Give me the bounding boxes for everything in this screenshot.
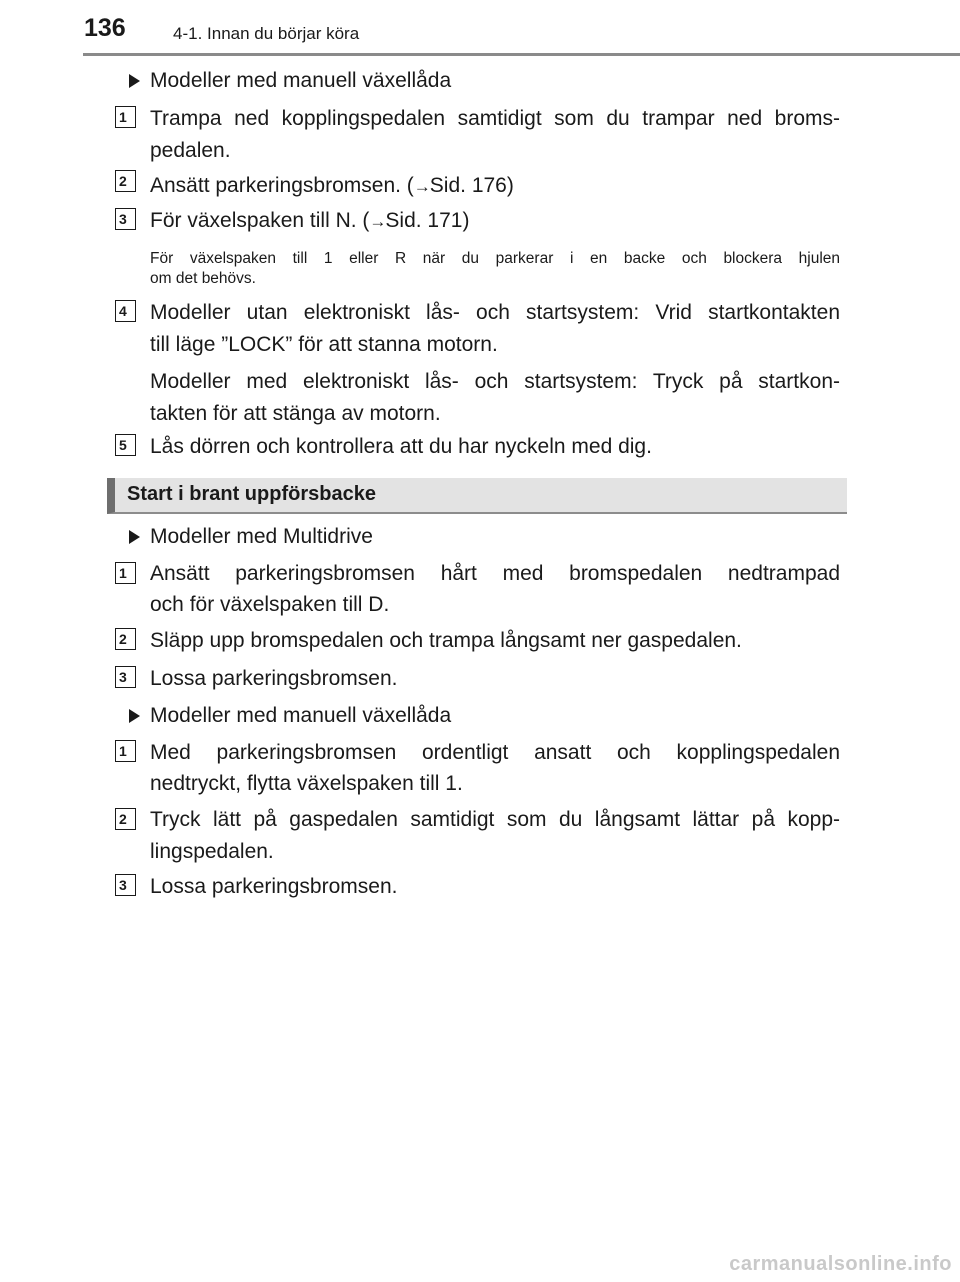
header-rule: [83, 53, 960, 56]
step-text: nedtryckt, flytta växelspaken till 1.: [150, 772, 463, 795]
section-header: [107, 478, 847, 514]
section-title: Start i brant uppförsbacke: [127, 483, 376, 505]
step-text: Lossa parkeringsbromsen.: [150, 875, 398, 898]
note-text: om det behövs.: [150, 270, 256, 287]
step-number-box: 1: [115, 562, 136, 584]
step-text: Lossa parkeringsbromsen.: [150, 667, 398, 690]
heading-triangle-icon: [129, 530, 140, 544]
step-text: och för växelspaken till D.: [150, 593, 390, 616]
step-text: Modeller med elektroniskt lås- och startsystem: Tryck på startkon-: [150, 370, 840, 393]
step-number-box: 4: [115, 300, 136, 322]
step-text: Trampa ned kopplingspedalen samtidigt som du trampar ned broms-: [150, 107, 840, 130]
step-text: Med parkeringsbromsen ordentligt ansatt och kopplingspedalen: [150, 741, 840, 764]
note-text: För växelspaken till 1 eller R när du parkerar i en backe och blockera hjulen: [150, 250, 840, 267]
step-number-box: 3: [115, 874, 136, 896]
step-number-box: 2: [115, 808, 136, 830]
arrow-right-icon: →: [413, 177, 430, 196]
step-text: Släpp upp bromspedalen och trampa långsamt ner gaspedalen.: [150, 629, 742, 652]
watermark: carmanualsonline.info: [729, 1253, 952, 1275]
page-reference-link[interactable]: Sid. 171): [385, 209, 470, 232]
chapter-title: 4-1. Innan du börjar köra: [173, 24, 360, 43]
subheading-manual-1: Modeller med manuell växellåda: [150, 69, 452, 92]
arrow-right-icon: →: [369, 212, 386, 231]
page-number: 136: [84, 14, 126, 42]
step-text: Modeller utan elektroniskt lås- och startsystem: Vrid startkontakten: [150, 301, 840, 324]
subheading-manual-2: Modeller med manuell växellåda: [150, 704, 452, 727]
heading-triangle-icon: [129, 74, 140, 88]
step-number-box: 1: [115, 740, 136, 762]
heading-triangle-icon: [129, 709, 140, 723]
step-number-box: 3: [115, 208, 136, 230]
step-number-box: 5: [115, 434, 136, 456]
step-text: [150, 205, 840, 238]
step-number-box: 1: [115, 106, 136, 128]
subheading-multidrive: Modeller med Multidrive: [150, 525, 373, 548]
page-reference-link[interactable]: Sid. 176): [429, 174, 514, 197]
step-text: lingspedalen.: [150, 840, 274, 863]
step-number-box: 3: [115, 666, 136, 688]
step-number-box: 2: [115, 170, 136, 192]
step-text-main: Ansätt parkeringsbromsen. (: [150, 174, 414, 197]
step-text: pedalen.: [150, 139, 231, 162]
step-text: takten för att stänga av motorn.: [150, 402, 441, 425]
step-number-box: 2: [115, 628, 136, 650]
step-text: till läge ”LOCK” för att stanna motorn.: [150, 333, 498, 356]
step-text: [150, 170, 840, 203]
step-text: Ansätt parkeringsbromsen hårt med bromspedalen nedtrampad: [150, 562, 840, 585]
step-text: Tryck lätt på gaspedalen samtidigt som du långsamt lättar på kopp-: [150, 808, 840, 831]
step-text-main: För växelspaken till N. (: [150, 209, 370, 232]
step-text: Lås dörren och kontrollera att du har nyckeln med dig.: [150, 435, 652, 458]
